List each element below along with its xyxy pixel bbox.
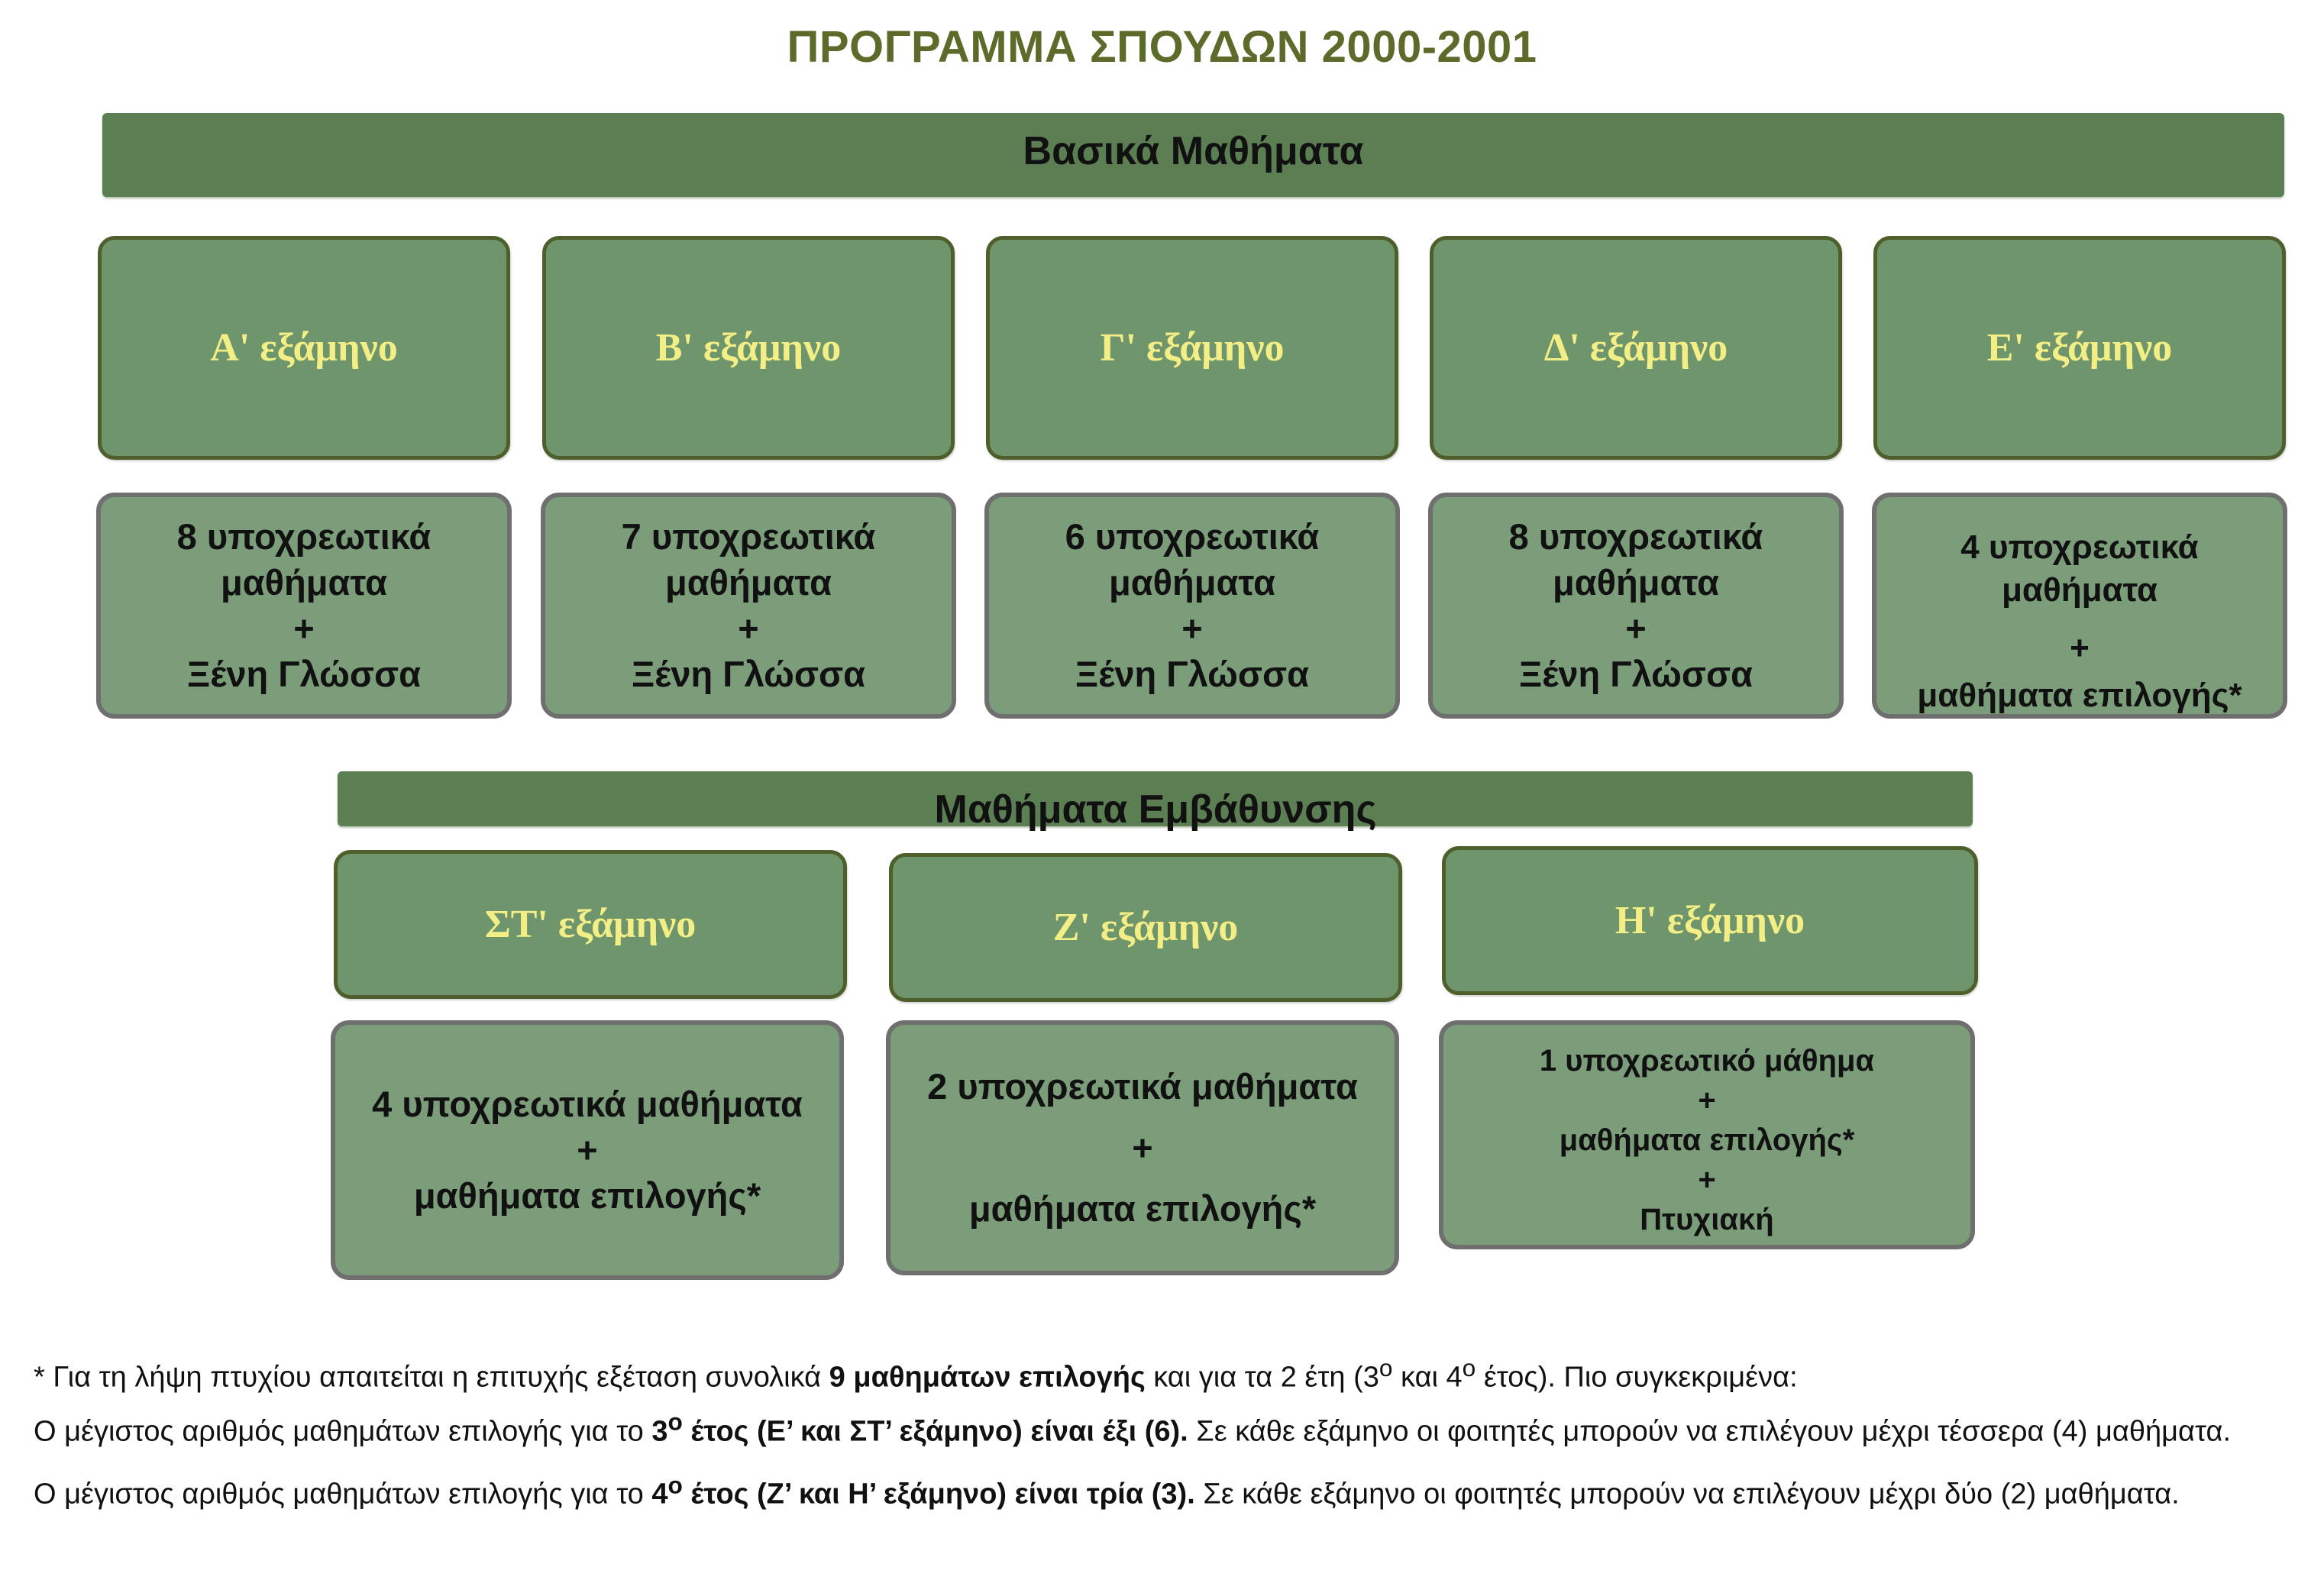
note-text: Σε κάθε εξάμηνο οι φοιτητές μπορούν να επιλέγουν μέχρι δύο (2) μαθήματα. bbox=[1194, 1478, 2180, 1511]
plus-sign: + bbox=[293, 608, 315, 648]
semester-c-label: Γ' εξάμηνο bbox=[1100, 326, 1285, 370]
semester-a-courses bbox=[96, 493, 512, 719]
note-sup: ο bbox=[1462, 1354, 1476, 1381]
note-bold: έτος (Ζ’ και Η’ εξάμηνο) είναι τρία (3). bbox=[682, 1478, 1195, 1511]
note-bold: 9 μαθημάτων επιλογής bbox=[829, 1361, 1146, 1394]
note-text: και 4 bbox=[1392, 1361, 1463, 1394]
note-text: Ο μέγιστος αριθμός μαθημάτων επιλογής για το bbox=[34, 1415, 652, 1448]
semester-e-label: Ε' εξάμηνο bbox=[1986, 326, 2173, 370]
semester-b-box bbox=[542, 236, 955, 460]
advanced-courses-label: Μαθήματα Εμβάθυνσης bbox=[934, 787, 1377, 832]
note-text: * Για τη λήψη πτυχίου απαιτείται η επιτυχής εξέταση συνολικά bbox=[34, 1361, 829, 1394]
course-line: Ξένη Γλώσσα bbox=[186, 654, 422, 694]
semester-st-courses bbox=[331, 1020, 844, 1280]
course-line: 4 υποχρεωτικά μαθήματα bbox=[372, 1084, 803, 1124]
course-line: μαθήματα bbox=[1109, 562, 1275, 603]
course-line: Ξένη Γλώσσα bbox=[631, 654, 866, 694]
course-line: μαθήματα bbox=[221, 562, 387, 603]
basic-courses-label: Βασικά Μαθήματα bbox=[1023, 129, 1364, 173]
semester-h-box bbox=[1442, 846, 1978, 995]
semester-e-box bbox=[1873, 236, 2286, 460]
note-bold: 3 bbox=[651, 1415, 668, 1448]
note-text: Σε κάθε εξάμηνο οι φοιτητές μπορούν να επιλέγουν μέχρι τέσσερα (4) μαθήματα. bbox=[1188, 1415, 2232, 1448]
semester-b-courses bbox=[541, 493, 956, 719]
semester-d-label: Δ' εξάμηνο bbox=[1543, 326, 1728, 370]
footnotes bbox=[34, 1346, 2294, 1517]
course-line: μαθήματα bbox=[665, 562, 832, 603]
plus-sign: + bbox=[1132, 1127, 1153, 1168]
note-sup: ο bbox=[667, 1407, 683, 1436]
semester-st-box bbox=[334, 850, 847, 999]
course-line: 2 υποχρεωτικά μαθήματα bbox=[927, 1066, 1358, 1107]
course-line: Ξένη Γλώσσα bbox=[1518, 654, 1754, 694]
course-line: 8 υποχρεωτικά bbox=[176, 516, 432, 557]
semester-c-box bbox=[986, 236, 1398, 460]
plus-sign: + bbox=[738, 608, 759, 648]
course-line: μαθήματα bbox=[2001, 571, 2158, 609]
plus-sign: + bbox=[1181, 608, 1203, 648]
note-bold: έτος (Ε’ και ΣΤ’ εξάμηνο) είναι έξι (6). bbox=[682, 1415, 1188, 1448]
plus-sign: + bbox=[2070, 629, 2090, 667]
semester-d-box bbox=[1430, 236, 1842, 460]
course-line: Ξένη Γλώσσα bbox=[1075, 654, 1310, 694]
footnote-total bbox=[34, 1346, 2294, 1400]
course-line: 4 υποχρεωτικά bbox=[1960, 528, 2199, 566]
footnote-third-year bbox=[34, 1400, 2294, 1454]
semester-c-courses bbox=[984, 493, 1400, 719]
semester-z-label: Ζ' εξάμηνο bbox=[1052, 906, 1239, 949]
note-sup: ο bbox=[667, 1471, 683, 1499]
course-line: μαθήματα επιλογής* bbox=[413, 1175, 761, 1216]
semester-z-box bbox=[889, 853, 1402, 1002]
course-line: 6 υποχρεωτικά bbox=[1065, 516, 1320, 557]
note-text: και για τα 2 έτη (3 bbox=[1145, 1361, 1379, 1394]
semester-h-courses bbox=[1439, 1020, 1975, 1249]
plus-sign: + bbox=[1698, 1163, 1716, 1197]
note-sup: ο bbox=[1379, 1354, 1393, 1381]
plus-sign: + bbox=[1625, 608, 1647, 648]
page-title: ΠΡΟΓΡΑΜΜΑ ΣΠΟΥΔΩΝ 2000-2001 bbox=[787, 22, 1537, 72]
semester-b-label: Β' εξάμηνο bbox=[655, 326, 842, 370]
course-line: 1 υποχρεωτικό μάθημα bbox=[1539, 1044, 1875, 1078]
course-line: μαθήματα επιλογής* bbox=[1917, 677, 2242, 714]
semester-z-courses bbox=[886, 1020, 1399, 1275]
semester-a-box bbox=[98, 236, 510, 460]
note-bold: 4 bbox=[651, 1478, 668, 1511]
semester-st-label: ΣΤ' εξάμηνο bbox=[484, 903, 697, 946]
footnote-fourth-year bbox=[34, 1462, 2294, 1517]
course-line: μαθήματα bbox=[1553, 562, 1719, 603]
plus-sign: + bbox=[1698, 1084, 1716, 1117]
plus-sign: + bbox=[577, 1129, 598, 1170]
course-line: μαθήματα επιλογής* bbox=[1559, 1123, 1855, 1157]
semester-h-label: Η' εξάμηνο bbox=[1615, 899, 1805, 942]
semester-d-courses bbox=[1428, 493, 1844, 719]
course-line: μαθήματα επιλογής* bbox=[968, 1188, 1317, 1229]
course-line: Πτυχιακή bbox=[1640, 1203, 1774, 1236]
note-text: έτος). Πιο συγκεκριμένα: bbox=[1476, 1361, 1798, 1394]
course-line: 7 υποχρεωτικά bbox=[621, 516, 876, 557]
semester-a-label: Α' εξάμηνο bbox=[210, 326, 398, 370]
note-text: Ο μέγιστος αριθμός μαθημάτων επιλογής για το bbox=[34, 1478, 652, 1511]
course-line: 8 υποχρεωτικά bbox=[1508, 516, 1763, 557]
semester-e-courses bbox=[1872, 493, 2287, 719]
